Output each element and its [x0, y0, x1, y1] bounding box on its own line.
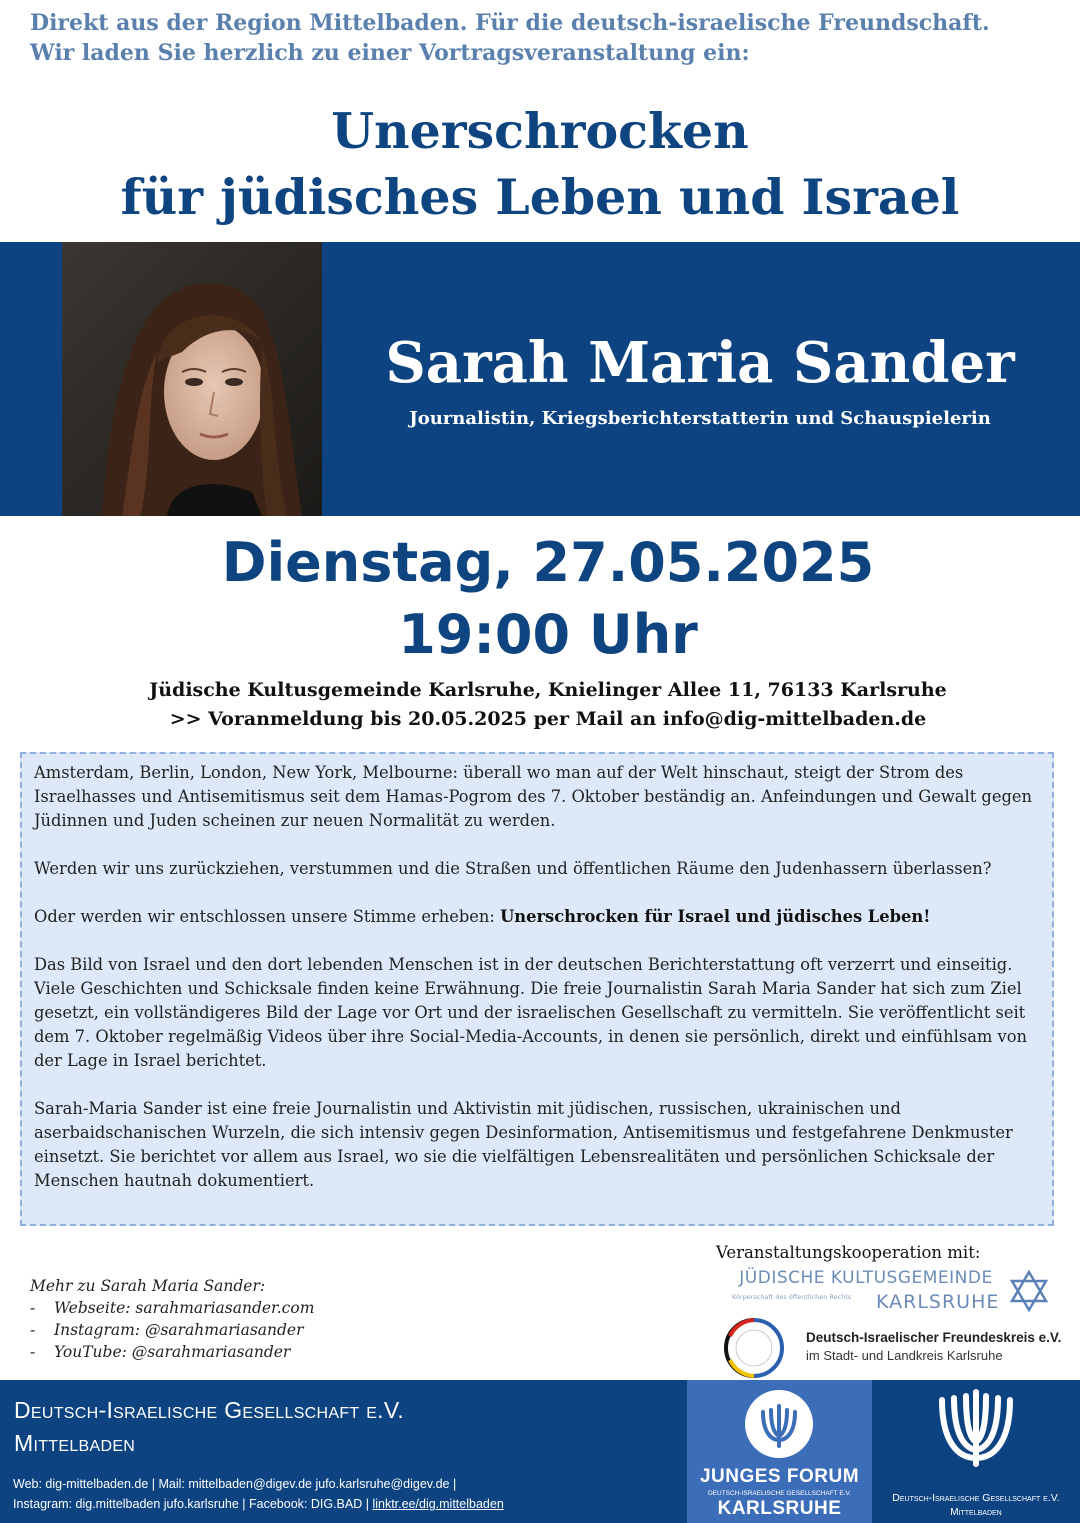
star-of-david-icon: [1008, 1270, 1050, 1312]
dig-menorah-icon: [930, 1386, 1022, 1468]
difk-subtitle: im Stadt- und Landkreis Karlsruhe: [806, 1348, 1003, 1363]
website-link[interactable]: - Webseite: sarahmariasander.com: [30, 1297, 670, 1319]
junges-forum-title: JUNGES FORUM: [699, 1466, 860, 1487]
footer-organization-name: Deutsch-Israelische Gesellschaft e.V.: [14, 1397, 405, 1423]
jkg-logo-city: KARLSRUHE: [876, 1291, 1000, 1313]
description-paragraph-3-text: Oder werden wir entschlossen unsere Stimme erheben:: [34, 907, 501, 926]
difk-name: Deutsch-Israelischer Freundeskreis e.V.: [806, 1330, 1062, 1345]
event-title-line-2: für jüdisches Leben und Israel: [120, 168, 960, 226]
intro-line-1: Direkt aus der Region Mittelbaden. Für die deutsch-israelische Freundschaft.: [30, 10, 990, 36]
speaker-portrait-image: [62, 242, 322, 516]
junges-forum-city: KARLSRUHE: [717, 1498, 842, 1519]
speaker-name: Sarah Maria Sander: [385, 330, 1015, 396]
jkg-logo-name: JÜDISCHE KULTUSGEMEINDE: [739, 1268, 993, 1288]
description-paragraph-1: Amsterdam, Berlin, London, New York, Melbourne: überall wo man auf der Welt hinschaut, steigt der Strom des Israelhasses und Antisemitismus seit dem Hamas-Pogrom des 7. Oktober beständig an. Anfeindungen und Gewalt gegen Jüdinnen und Juden scheinen zur neuen Normalität zu werden.: [34, 763, 1033, 830]
footer-contacts-line-1: Web: dig-mittelbaden.de | Mail: mittelbaden@digev.de jufo.karlsruhe@digev.de |: [13, 1477, 457, 1491]
description-paragraph-3-bold: Unerschrocken für Israel und jüdisches Leben!: [500, 907, 931, 926]
description-box: [20, 752, 1054, 1226]
jkg-logo-subtitle: Körperschaft des öffentlichen Rechts: [732, 1293, 852, 1301]
event-venue: Jüdische Kultusgemeinde Karlsruhe, Knielinger Allee 11, 76133 Karlsruhe: [149, 679, 947, 701]
description-paragraph-2: Werden wir uns zurückziehen, verstummen und die Straßen und öffentlichen Räume den Judenhassern überlassen?: [34, 859, 992, 878]
more-info: [30, 1275, 670, 1363]
dig-mittelbaden-name: Deutsch-Israelische Gesellschaft e.V.: [892, 1492, 1060, 1504]
footer-contacts: [13, 1474, 673, 1514]
more-info-heading: Mehr zu Sarah Maria Sander:: [30, 1277, 266, 1295]
event-title: [0, 98, 1080, 230]
footer-social-text: Instagram: dig.mittelbaden jufo.karlsruhe | Facebook: DIG.BAD |: [13, 1497, 373, 1511]
intro-text: [30, 8, 1060, 68]
footer-organization: [14, 1394, 404, 1460]
speaker-banner: [0, 242, 1080, 516]
cooperation-label: Veranstaltungskooperation mit:: [716, 1243, 981, 1262]
footer-organization-region: Mittelbaden: [14, 1430, 136, 1456]
event-title-line-1: Unerschrocken: [331, 102, 749, 160]
youtube-link[interactable]: - YouTube: @sarahmariasander: [30, 1341, 670, 1363]
footer-contacts-line-2: [13, 1494, 673, 1514]
junges-forum-logo: [687, 1380, 872, 1523]
intro-line-2: Wir laden Sie herzlich zu einer Vortragsveranstaltung ein:: [30, 40, 750, 66]
junges-forum-subtitle: DEUTSCH-ISRAELISCHE GESELLSCHAFT E.V.: [707, 1490, 852, 1497]
registration-note: >> Voranmeldung bis 20.05.2025 per Mail an info@dig-mittelbaden.de: [169, 708, 927, 730]
more-info-list: [30, 1297, 670, 1363]
speaker-role: Journalistin, Kriegsberichterstatterin und Schauspielerin: [409, 408, 991, 429]
footer: [0, 1380, 1080, 1523]
event-time: 19:00 Uhr: [398, 603, 698, 666]
dig-mittelbaden-region: Mittelbaden: [950, 1507, 1002, 1518]
description-paragraph-5: Sarah-Maria Sander ist eine freie Journalistin und Aktivistin mit jüdischen, russischen, ukrainischen und aserbaidschanischen Wurzeln, die sich intensiv gegen Desinformation, Antisemitismus und festgefahrene Denkmuster einsetzt. Sie berichtet vor allem aus Israel, wo sie die vielfältigen Lebensrealitäten und persönlichen Schicksale der Menschen hautnah dokumentiert.: [34, 1099, 1013, 1190]
difk-emblem-icon: [724, 1318, 784, 1378]
event-date: Dienstag, 27.05.2025: [221, 531, 875, 594]
speaker-photo: [62, 242, 322, 516]
linktree-link[interactable]: linktr.ee/dig.mittelbaden: [372, 1497, 504, 1511]
description-paragraph-4: Das Bild von Israel und den dort lebenden Menschen ist in der deutschen Berichterstattung oft verzerrt und einseitig. Viele Geschichten und Schicksale finden keine Erwähnung. Die freie Journalistin Sarah Maria Sander hat sich zum Ziel gesetzt, ein vollständigeres Bild der Lage vor Ort und der israelischen Gesellschaft zu vermitteln. Sie veröffentlicht seit dem 7. Oktober regelmäßig Videos über ihre Social-Media-Accounts, in denen sie persönlich, direkt und einfühlsam von der Lage in Israel berichtet.: [34, 955, 1028, 1070]
menorah-icon: [743, 1388, 815, 1460]
description-paragraph-3: [34, 905, 1040, 929]
instagram-link[interactable]: - Instagram: @sarahmariasander: [30, 1319, 670, 1341]
